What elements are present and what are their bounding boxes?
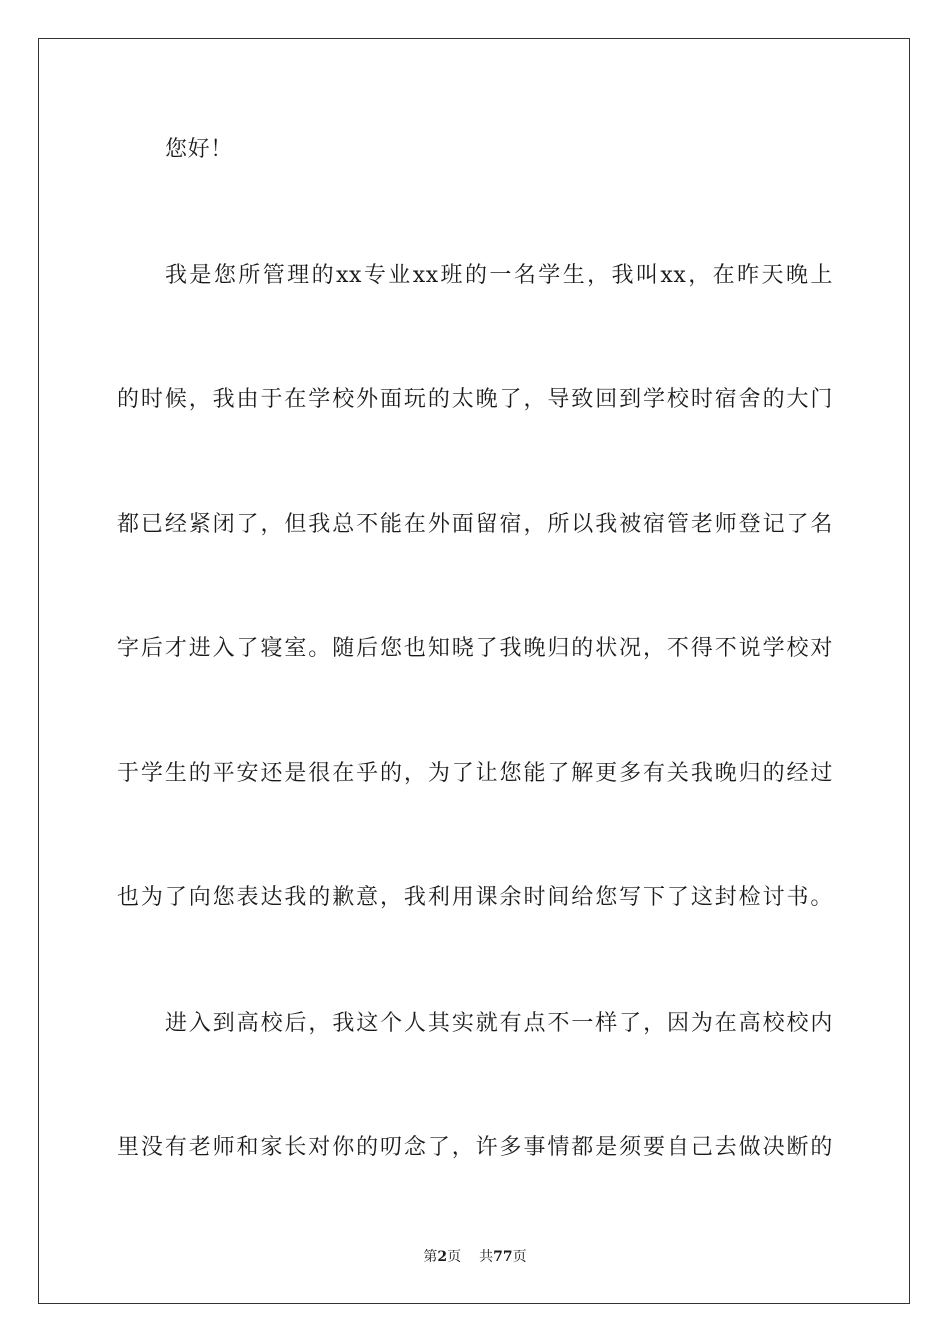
- footer-page-prefix: 第: [423, 1249, 438, 1265]
- page-footer: [0, 1248, 950, 1266]
- footer-total-prefix: 共: [479, 1249, 494, 1265]
- footer-total-number: 77: [493, 1249, 513, 1265]
- footer-total-suffix: 页: [512, 1249, 527, 1265]
- page-border: [38, 38, 910, 1304]
- paragraph-1-line-6: 也为了向您表达我的歉意，我利用课余时间给您写下了这封检讨书。: [117, 885, 833, 910]
- footer-page-number: 2: [437, 1249, 448, 1265]
- greeting: 您好！: [165, 137, 233, 162]
- paragraph-1-line-3: 都已经紧闭了，但我总不能在外面留宿，所以我被宿管老师登记了名: [117, 512, 833, 537]
- paragraph-2-line-1: 进入到高校后，我这个人其实就有点不一样了，因为在高校校内: [165, 1011, 833, 1036]
- paragraph-2-line-2: 里没有老师和家长对你的叨念了，许多事情都是须要自己去做决断的: [117, 1135, 833, 1160]
- paragraph-1-line-4: 字后才进入了寝室。随后您也知晓了我晚归的状况，不得不说学校对: [117, 636, 833, 661]
- paragraph-1-line-1: 我是您所管理的xx专业xx班的一名学生，我叫xx，在昨天晚上: [165, 263, 833, 288]
- paragraph-1-line-5: 于学生的平安还是很在乎的，为了让您能了解更多有关我晚归的经过: [117, 761, 833, 786]
- paragraph-1-line-2: 的时候，我由于在学校外面玩的太晚了，导致回到学校时宿舍的大门: [117, 387, 833, 412]
- footer-page-suffix: 页: [447, 1249, 462, 1265]
